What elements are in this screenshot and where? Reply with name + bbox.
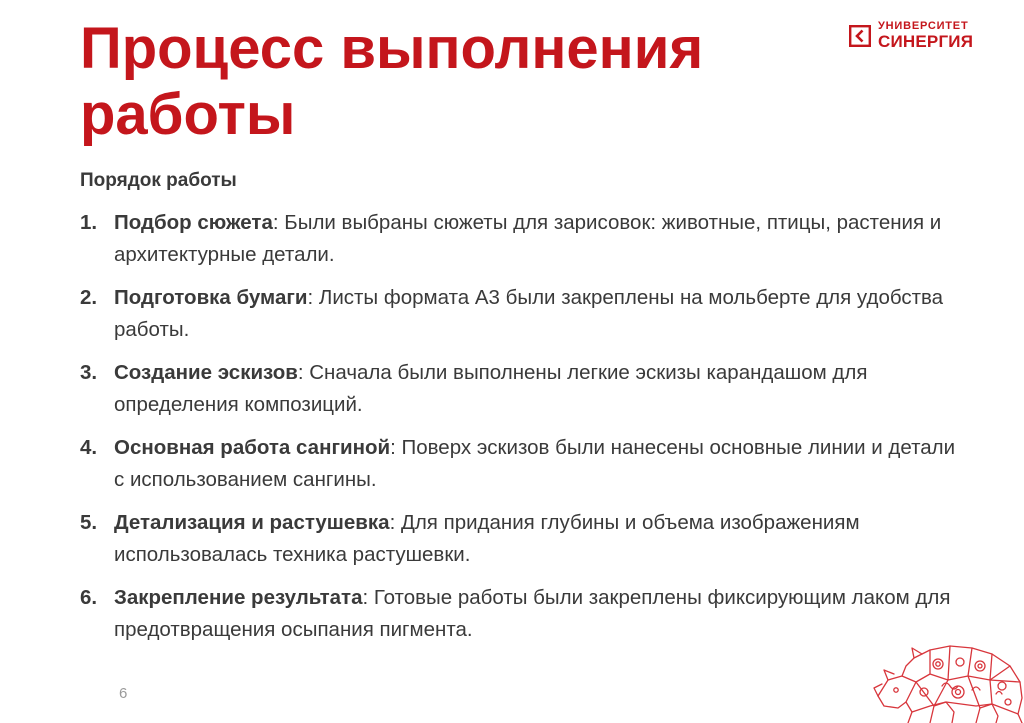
step-text: : Поверх эскизов были нанесены основные линии и детали с использованием сангины.: [114, 436, 956, 491]
step-heading: Детализация и растушевка: [114, 511, 390, 534]
step-item: [80, 357, 960, 421]
synergy-logo-icon: [849, 25, 871, 47]
step-item: [80, 432, 960, 496]
steps-list: [80, 207, 960, 657]
step-text: : Были выбраны сюжеты для зарисовок: животные, птицы, растения и архитектурные детали.: [114, 211, 942, 266]
step-text: : Сначала были выполнены легкие эскизы карандашом для определения композиций.: [114, 361, 868, 416]
step-number: 2.: [80, 286, 98, 309]
step-number: 1.: [80, 211, 98, 234]
step-item: [80, 582, 960, 646]
slide-title: Процесс выполнения работы: [80, 16, 704, 147]
step-heading: Подбор сюжета: [114, 211, 273, 234]
logo-line-synergy: СИНЕРГИЯ: [878, 32, 974, 51]
step-number: 5.: [80, 511, 98, 534]
step-item: [80, 282, 960, 346]
step-item: [80, 507, 960, 571]
step-item: [80, 207, 960, 271]
step-heading: Создание эскизов: [114, 361, 298, 384]
section-subtitle: Порядок работы: [80, 170, 237, 191]
step-number: 3.: [80, 361, 98, 384]
step-text: : Листы формата А3 были закреплены на мольберте для удобства работы.: [114, 286, 944, 341]
logo-line-university: УНИВЕРСИТЕТ: [878, 20, 969, 32]
step-text: : Для придания глубины и объема изображениям использовалась техника растушевки.: [114, 511, 860, 566]
step-text: : Готовые работы были закреплены фиксирующим лаком для предотвращения осыпания пигмента.: [114, 586, 951, 641]
rhino-ornament-icon: [872, 636, 1024, 723]
step-heading: Закрепление результата: [114, 586, 363, 609]
step-number: 4.: [80, 436, 98, 459]
synergy-logo: [849, 21, 973, 50]
step-number: 6.: [80, 586, 98, 609]
page-number: 6: [119, 685, 128, 702]
step-heading: Подготовка бумаги: [114, 286, 308, 309]
step-heading: Основная работа сангиной: [114, 436, 391, 459]
